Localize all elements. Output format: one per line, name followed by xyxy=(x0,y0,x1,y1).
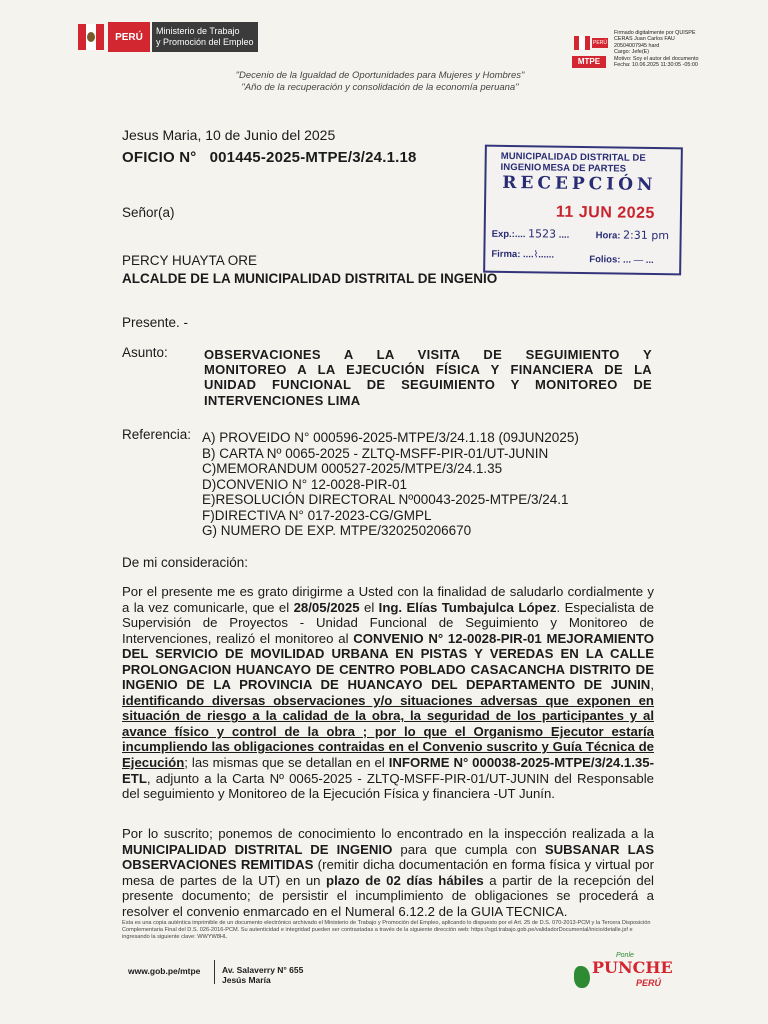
p2-subsanar: SUBSANAR LAS OBSERVACIONES REMITIDAS xyxy=(122,841,654,873)
referencia-item: A) PROVEIDO N° 000596-2025-MTPE/3/24.1.18 (09JUN2025) xyxy=(202,430,579,445)
stamp-firma-label: Firma: xyxy=(491,248,521,261)
presente: Presente. - xyxy=(122,315,189,330)
stamp-hora-label: Hora: xyxy=(595,230,621,242)
referencia-list xyxy=(202,430,579,539)
p1-engineer: Ing. Elías Tumbajulca López xyxy=(378,599,557,615)
p2-plazo: plazo de 02 días hábiles xyxy=(326,872,484,888)
mtpe-label: MTPE xyxy=(572,56,606,68)
body-paragraph-2 xyxy=(122,826,654,919)
asunto-text xyxy=(204,347,652,408)
stamp-recepcion: RECEPCIÓN xyxy=(502,172,657,196)
stamp-folios: Folios: ... — ... xyxy=(589,254,654,266)
oficio-label: OFICIO N° xyxy=(122,149,197,166)
p1-text: ; las mismas que se detallan en el xyxy=(184,755,389,771)
signature-line: Cargo: Jefe(E) xyxy=(614,49,650,56)
footer-divider xyxy=(214,960,215,984)
ministry-line-2: y Promoción del Empleo xyxy=(156,37,254,47)
oficio-number xyxy=(122,149,417,166)
signature-line: Firmado digitalmente por QUISPE xyxy=(614,30,696,36)
body-paragraph-1 xyxy=(122,584,654,802)
peru-map-icon xyxy=(574,966,590,988)
authenticity-note: Esta es una copia auténtica imprimible de un documento electrónico archivado el Ministerio de Trabajo y Promoción del Empleo, aplicando lo dispuesto por el Art. 25 de D.S. 070-2013-PCM y la Tercera Disposición Complementaria Final del D.S. 026-2016-PCM. Su autenticidad e integridad pueden ser contrastadas a través de la siguiente dirección web: https://sgd.trabajo.gob.pe/validadorDocumental/inicio/detalle.jsf e ingresando la siguiente clave: WWYW8HL xyxy=(122,920,651,940)
footer-url: www.gob.pe/mtpe xyxy=(128,966,201,976)
oficio-value: 001445-2025-MTPE/3/24.1.18 xyxy=(209,149,417,166)
signature-line: CERAS Juan Carlos FAU xyxy=(614,36,675,43)
stamp-exp: Exp.:.... 1523 .... xyxy=(491,227,570,241)
ministry-label xyxy=(152,22,258,52)
logo-top-text: Ponle xyxy=(616,952,634,959)
reception-stamp xyxy=(483,145,683,276)
p1-text: . Especialista de Supervisión de Proyectos - Unidad Funcional de Seguimiento y Monitoreo de Intervenciones, realizó el monitoreo al xyxy=(122,599,655,646)
asunto-line: UNIDAD FUNCIONAL DE SEGUIMIENTO Y MONITOREO DE xyxy=(204,377,652,393)
stamp-exp-label: Exp.: xyxy=(491,228,515,241)
salutation: Señor(a) xyxy=(122,205,175,220)
recipient-name: PERCY HUAYTA ORE xyxy=(122,253,258,268)
signature-line: Fecha: 10.06.2025 11:30:05 -05:00 xyxy=(614,62,698,69)
footer-address-line-2: Jesús María xyxy=(222,975,271,985)
digital-signature xyxy=(570,30,750,74)
stamp-folios-label: Folios: xyxy=(589,254,621,266)
logo-bottom-text: PERÚ xyxy=(636,978,662,988)
p2-text: Por lo suscrito; ponemos de conocimiento lo encontrado en la inspección realizada a la xyxy=(122,826,654,841)
signature-line: 20504007945 hard xyxy=(614,42,660,49)
decenio-text xyxy=(180,70,580,94)
peru-flag-icon xyxy=(78,24,104,50)
referencia-item: C)MEMORANDUM 000527-2025/MTPE/3/24.1.35 xyxy=(202,461,503,476)
asunto-line: OBSERVACIONES A LA VISITA DE SEGUIMIENTO Y xyxy=(204,347,652,362)
p1-text: , xyxy=(650,677,654,693)
footer-address xyxy=(222,965,303,985)
signature-flag-icon xyxy=(574,36,590,50)
referencia-item: B) CARTA Nº 0065-2025 - ZLTQ-MSFF-PIR-01/UT-JUNIN xyxy=(202,445,549,461)
p1-underlined: identificando diversas observaciones y/o situaciones adversas que exponen en situación de riesgo a la calidad de la obra, la seguridad de los participantes y al avance físico y control de la obra ; por lo que el Organismo Ejecutor estaría incumpliendo las obligaciones contraidas en el Convenio suscrito y Guía Técnica de Ejecución xyxy=(122,692,654,771)
asunto-label: Asunto: xyxy=(122,345,168,360)
referencia-item: G) NUMERO DE EXP. MTPE/320250206670 xyxy=(202,523,472,538)
decenio-line-2: "Año de la recuperación y consolidación de la economía peruana" xyxy=(241,82,519,93)
p1-informe: INFORME N° 000038-2025-MTPE/3/24.1.35-ETL xyxy=(122,755,654,786)
stamp-hora xyxy=(596,228,670,242)
letter-date: Jesus Maria, 10 de Junio del 2025 xyxy=(122,127,336,143)
referencia-item: F)DIRECTIVA N° 017-2023-CG/GMPL xyxy=(202,507,432,523)
ministry-line-1: Ministerio de Trabajo xyxy=(156,26,240,36)
stamp-mesa-partes: MESA DE PARTES xyxy=(542,162,627,175)
stamp-firma: Firma: ....⌇...... xyxy=(491,248,555,261)
recipient-title: ALCALDE DE LA MUNICIPALIDAD DISTRITAL DE INGENIO xyxy=(122,271,498,286)
p1-text: el xyxy=(359,599,379,615)
referencia-item: D)CONVENIO N° 12-0028-PIR-01 xyxy=(202,476,407,492)
decenio-line-1: "Decenio de la Igualdad de Oportunidades para Mujeres y Hombres" xyxy=(235,70,525,81)
stamp-exp-value: 1523 xyxy=(528,227,557,241)
consideracion: De mi consideración: xyxy=(122,555,249,570)
logo-main-text: PUNCHE xyxy=(592,958,673,977)
p2-text: a partir de la recepción del presente documento; de persistir el incumplimiento de obligaciones se procederá a resolver el convenio enmarcado en el Numeral 6.12.2 de la GUIA TECNICA. xyxy=(122,872,654,919)
asunto-line: MONITOREO A LA EJECUCIÓN FÍSICA Y FINANCIERA DE LA xyxy=(204,362,652,378)
p1-date: 28/05/2025 xyxy=(293,599,360,615)
signature-text xyxy=(614,30,754,68)
p1-text: Por el presente me es grato dirigirme a Usted con la finalidad de saludarlo cordialmente y a la vez comunicarle, que el xyxy=(122,584,654,615)
stamp-folios-value: — xyxy=(633,254,644,266)
signature-peru-label: PERÚ xyxy=(593,40,607,46)
p2-text: para que cumpla con xyxy=(392,841,545,857)
stamp-municipality: MUNICIPALIDAD DISTRITAL DE INGENIO xyxy=(500,150,646,174)
peru-label: PERÚ xyxy=(108,22,150,52)
referencia-item: E)RESOLUCIÓN DIRECTORAL Nº00043-2025-MTPE/3/24.1 xyxy=(202,492,569,507)
stamp-date: 11 JUN 2025 xyxy=(555,203,655,223)
referencia-label: Referencia: xyxy=(122,427,192,442)
p1-text: , adjunto a la Carta Nº 0065-2025 - ZLTQ-MSFF-PIR-01/UT-JUNIN del Responsable del seguimiento y Monitoreo de la Ejecución Física y financiera -UT Junín. xyxy=(122,770,654,802)
asunto-line: INTERVENCIONES LIMA xyxy=(204,392,361,408)
p2-text: (remitir dicha documentación en forma física y virtual por mesa de partes de la UT) en un xyxy=(122,857,654,888)
p2-municipality: MUNICIPALIDAD DISTRITAL DE INGENIO xyxy=(122,841,393,857)
signature-line: Motivo: Soy el autor del documento xyxy=(614,55,699,62)
stamp-hora-value: 2:31 pm xyxy=(623,228,670,243)
p1-convenio: CONVENIO N° 12-0028-PIR-01 MEJORAMIENTO DEL SERVICIO DE MOVILIDAD URBANA EN PISTAS Y VEREDAS EN LA CALLE PROLONGACION HUANCAYO DE CENTRO POBLADO CASACANCHA DISTRITO DE INGENIO DE LA PROVINCIA DE HUANCAYO DEL DEPARTAMENTO DE JUNIN xyxy=(122,630,654,693)
punche-peru-logo xyxy=(570,950,680,1000)
footer-address-line-1: Av. Salaverry N° 655 xyxy=(222,965,304,975)
